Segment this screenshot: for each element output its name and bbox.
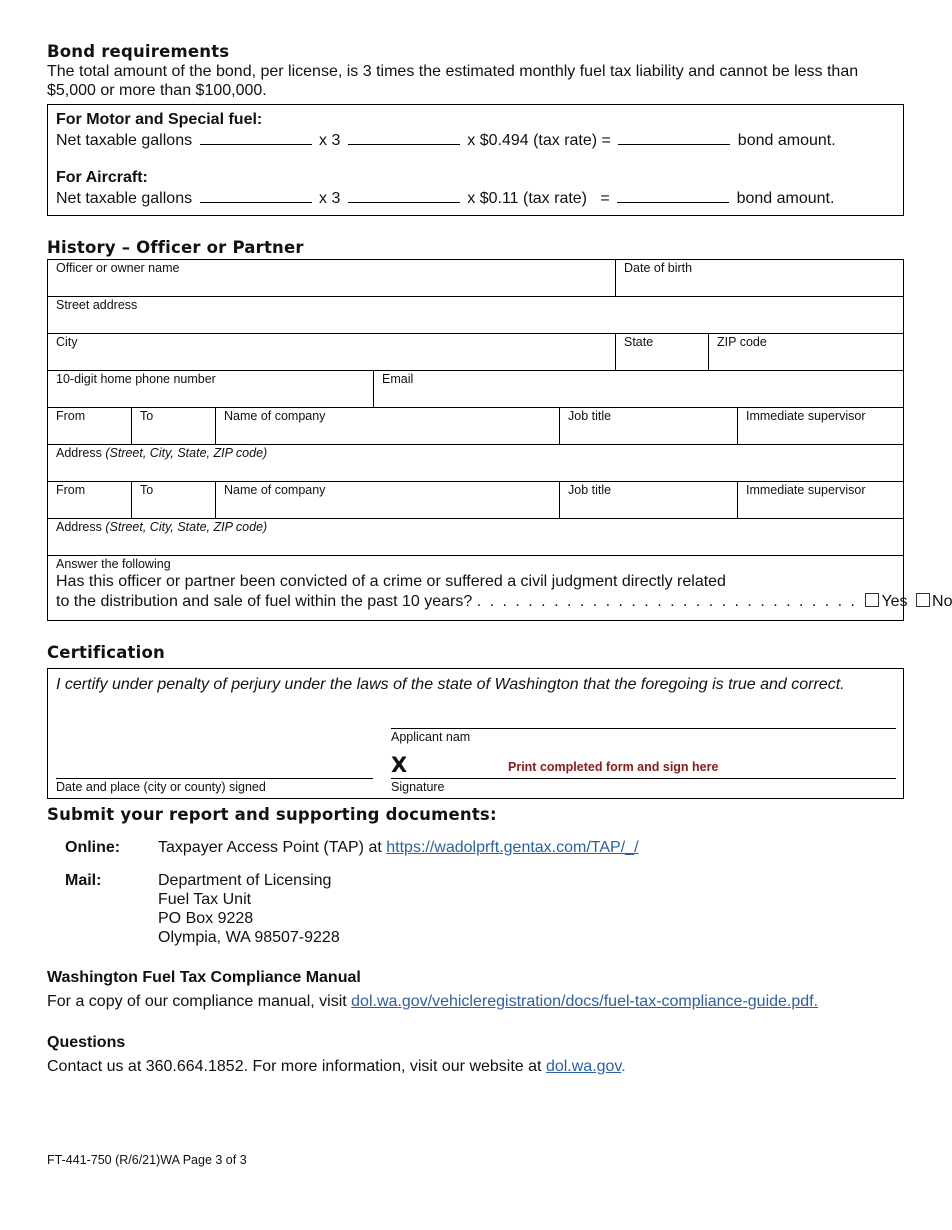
- date-place-line[interactable]: [56, 778, 373, 779]
- form-page: [47, 42, 952, 1076]
- supervisor-label: Immediate supervisor: [746, 409, 866, 423]
- mail-line: PO Box 9228: [158, 910, 254, 927]
- to-field-1[interactable]: [132, 408, 216, 444]
- answer-label: Answer the following: [56, 557, 171, 571]
- yes-checkbox[interactable]: [865, 593, 879, 607]
- city-field[interactable]: [48, 334, 616, 370]
- manual-text: For a copy of our compliance manual, visit: [47, 993, 347, 1010]
- job-title-field-2[interactable]: [560, 482, 738, 518]
- email-label: Email: [382, 372, 414, 386]
- company-label: Name of company: [224, 483, 326, 497]
- tap-link[interactable]: https://wadolprft.gentax.com/TAP/_/: [386, 839, 639, 856]
- address-hint: (Street, City, State, ZIP code): [105, 446, 268, 460]
- aircraft-prefix: Net taxable gallons: [56, 190, 193, 207]
- manual-link[interactable]: dol.wa.gov/vehicleregistration/docs/fuel-tax-compliance-guide.pdf.: [351, 993, 819, 1010]
- online-line: [158, 838, 639, 857]
- job-title-field-1[interactable]: [560, 408, 738, 444]
- dob-field[interactable]: [616, 260, 903, 296]
- date-place-label: Date and place (city or county) signed: [56, 780, 266, 794]
- aircraft-mult: x 3: [319, 190, 341, 207]
- aircraft-heading: For Aircraft:: [56, 169, 148, 186]
- questions-trail: .: [621, 1058, 626, 1075]
- street-label: Street address: [56, 298, 138, 312]
- from-label: From: [56, 409, 86, 423]
- job-title-label: Job title: [568, 409, 612, 423]
- from-field-1[interactable]: [48, 408, 132, 444]
- mail-address: [158, 871, 340, 947]
- bond-description: The total amount of the bond, per license, is 3 times the estimated monthly fuel tax liability and cannot be less than $5,000 or more than $100,000.: [47, 63, 859, 99]
- zip-field[interactable]: [709, 334, 903, 370]
- print-sign-note: Print completed form and sign here: [508, 760, 719, 774]
- from-label: From: [56, 483, 86, 497]
- phone-label: 10-digit home phone number: [56, 372, 216, 386]
- officer-name-label: Officer or owner name: [56, 261, 180, 275]
- mail-line: Olympia, WA 98507-9228: [158, 929, 340, 946]
- yes-label: Yes: [881, 593, 908, 610]
- aircraft-gallons-field[interactable]: [200, 189, 312, 203]
- signature-line[interactable]: [391, 778, 896, 779]
- motor-gallons-field[interactable]: [200, 131, 312, 145]
- state-field[interactable]: [616, 334, 709, 370]
- company-field-2[interactable]: [216, 482, 560, 518]
- bond-calculation-box: [47, 104, 904, 216]
- online-label: Online:: [65, 839, 121, 856]
- address-row-1: [48, 445, 903, 482]
- from-field-2[interactable]: [48, 482, 132, 518]
- dob-label: Date of birth: [624, 261, 693, 275]
- address-field-1[interactable]: [48, 445, 903, 481]
- website-link[interactable]: dol.wa.gov: [545, 1058, 622, 1075]
- mail-line: Fuel Tax Unit: [158, 891, 252, 908]
- signature-label: Signature: [391, 780, 445, 794]
- form-footer: FT-441-750 (R/6/21)WA Page 3 of 3: [47, 1153, 247, 1167]
- question-line-2-wrap: [56, 592, 952, 611]
- questions-text: Contact us at 360.664.1852. For more information, visit our website at: [47, 1058, 542, 1075]
- aircraft-bond-field[interactable]: [617, 189, 729, 203]
- history-row-name: [48, 260, 903, 297]
- submit-section: [47, 838, 904, 956]
- questions-heading: Questions: [47, 1034, 126, 1051]
- bond-heading: Bond requirements: [47, 42, 230, 61]
- supervisor-label: Immediate supervisor: [746, 483, 866, 497]
- state-label: State: [624, 335, 654, 349]
- motor-prefix: Net taxable gallons: [56, 132, 193, 149]
- history-heading: History – Officer or Partner: [47, 238, 304, 257]
- to-field-2[interactable]: [132, 482, 216, 518]
- applicant-name-line[interactable]: [391, 728, 896, 729]
- questions-line: [47, 1057, 904, 1076]
- no-checkbox[interactable]: [916, 593, 930, 607]
- job-title-label: Job title: [568, 483, 612, 497]
- company-label: Name of company: [224, 409, 326, 423]
- question-line-1: Has this officer or partner been convicted of a crime or suffered a civil judgment directly related: [56, 573, 726, 590]
- employment-row-2: [48, 482, 903, 519]
- email-field[interactable]: [374, 371, 903, 407]
- zip-label: ZIP code: [717, 335, 767, 349]
- motor-fuel-line: [56, 131, 895, 150]
- address-label: Address: [56, 520, 102, 534]
- motor-rate: x $0.494 (tax rate) =: [467, 132, 611, 149]
- address-label: Address: [56, 446, 102, 460]
- to-label: To: [140, 409, 154, 423]
- motor-bond-field[interactable]: [618, 131, 730, 145]
- certification-box: [47, 668, 904, 799]
- phone-field[interactable]: [48, 371, 374, 407]
- motor-suffix: bond amount.: [737, 132, 836, 149]
- no-label: No: [932, 593, 952, 610]
- to-label: To: [140, 483, 154, 497]
- city-label: City: [56, 335, 78, 349]
- signature-x-mark: X: [391, 753, 408, 777]
- aircraft-suffix: bond amount.: [736, 190, 835, 207]
- applicant-name-label: Applicant nam: [391, 730, 471, 744]
- motor-fuel-heading: For Motor and Special fuel:: [56, 111, 263, 128]
- motor-times-field[interactable]: [348, 131, 460, 145]
- address-row-2: [48, 519, 903, 556]
- officer-name-field[interactable]: [48, 260, 616, 296]
- history-row-contact: [48, 371, 903, 408]
- history-row-city: [48, 334, 903, 371]
- certification-heading: Certification: [47, 643, 165, 662]
- mail-line: Department of Licensing: [158, 872, 332, 889]
- employment-row-1: [48, 408, 903, 445]
- aircraft-times-field[interactable]: [348, 189, 460, 203]
- question-row: [48, 556, 952, 620]
- supervisor-field-1[interactable]: [738, 408, 903, 444]
- online-text: Taxpayer Access Point (TAP) at: [158, 839, 382, 856]
- history-grid: [47, 259, 952, 621]
- certification-statement: I certify under penalty of perjury under the laws of the state of Washington that the foregoing is true and correct.: [56, 676, 845, 693]
- manual-heading: Washington Fuel Tax Compliance Manual: [47, 969, 361, 986]
- address-hint: (Street, City, State, ZIP code): [105, 520, 268, 534]
- aircraft-rate: x $0.11 (tax rate) =: [467, 190, 610, 207]
- company-field-1[interactable]: [216, 408, 560, 444]
- submit-heading: Submit your report and supporting documents:: [47, 805, 497, 824]
- history-row-street: [48, 297, 903, 334]
- manual-line: [47, 992, 904, 1011]
- question-line-2: to the distribution and sale of fuel within the past 10 years?: [56, 593, 473, 610]
- address-field-2[interactable]: [48, 519, 903, 555]
- street-field[interactable]: [48, 297, 903, 333]
- supervisor-field-2[interactable]: [738, 482, 903, 518]
- mail-label: Mail:: [65, 872, 102, 889]
- motor-mult: x 3: [319, 132, 341, 149]
- aircraft-line: [56, 189, 895, 208]
- leader-dots: . . . . . . . . . . . . . . . . . . . . . . . . . . . . . .: [476, 593, 857, 610]
